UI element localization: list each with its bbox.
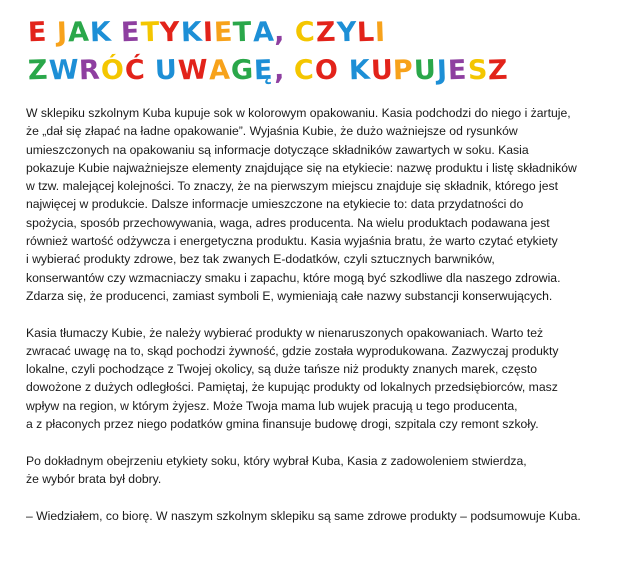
- title-letter: T: [140, 16, 161, 49]
- title-letter: A: [208, 54, 232, 87]
- paragraph-line: najwięcej w produkcie. Dalsze informacje umieszczone na etykiecie to: data przydatności do: [26, 197, 524, 212]
- title-letter: W: [48, 54, 80, 87]
- title-letter: Y: [159, 16, 182, 49]
- title-letter: Z: [315, 16, 338, 49]
- title-letter: Z: [27, 54, 50, 87]
- title-letter: I: [202, 16, 215, 49]
- title-letter: G: [230, 54, 255, 87]
- title-letter: L: [356, 16, 376, 49]
- paragraph-line: Kasia tłumaczy Kubie, że należy wybierać produkty w nienaruszonych opakowaniach. Warto też: [26, 325, 544, 340]
- paragraph-line: a z płaconych przez niego podatków gmina finansuje budowę drogi, szpitala czy remont szkoły.: [26, 417, 539, 432]
- title-letter: E: [27, 16, 48, 49]
- title-letter: E: [447, 54, 469, 87]
- page-title: [28, 14, 509, 90]
- title-letter: O: [314, 54, 340, 87]
- paragraph-line: pokazuje Kubie najważniejsze elementy znajdujące się na etykiecie: nazwę produktu i listę składników: [26, 160, 577, 175]
- title-letter: U: [413, 54, 438, 87]
- title-letter: K: [348, 54, 372, 87]
- paragraph-line: W sklepiku szkolnym Kuba kupuje sok w kolorowym opakowaniu. Kasia podchodzi do niego i żartuje,: [26, 106, 571, 120]
- title-letter: A: [67, 16, 91, 49]
- title-letter: K: [89, 16, 113, 49]
- paragraph: [26, 104, 616, 305]
- title-letter: Y: [335, 16, 358, 49]
- title-letter: Ę: [253, 54, 275, 87]
- title-letter: Z: [487, 54, 510, 87]
- article-body: [26, 104, 616, 525]
- title-letter: ,: [273, 16, 287, 49]
- paragraph-line: spożycia, sposób przechowywania, waga, adres producenta. Na wielu produktach podawana jest: [26, 215, 550, 230]
- paragraph-line: Po dokładnym obejrzeniu etykiety soku, który wybrał Kuba, Kasia z zadowoleniem stwierdza,: [26, 453, 527, 468]
- paragraph-line: i wybierać produkty zdrowe, bez tak zwanych E-dodatków, czyli sztucznych barwników,: [26, 252, 495, 267]
- title-letter: Ó: [100, 54, 126, 87]
- paragraph-line: w tzw. malejącej kolejności. To znaczy, że na pierwszym miejscu znajduje się składnik, którego jest: [26, 179, 558, 194]
- title-letter: A: [251, 16, 275, 49]
- paragraph-line: lokalne, czyli pochodzące z Twojej okolicy, są duże tańsze niż produkty znanych marek, często: [26, 362, 537, 377]
- title-letter: R: [78, 54, 102, 87]
- paragraph-line: że wybór brata był dobry.: [26, 471, 162, 486]
- paragraph-line: również wartość odżywcza i energetyczna produktu. Kasia wyjaśnia bratu, że warto czytać etykiety: [26, 234, 558, 249]
- paragraph: [26, 452, 616, 489]
- title-letter: U: [154, 54, 179, 87]
- paragraph-line: Zdarza się, że producenci, zamiast symboli E, wymieniają całe nazwy substancji konserwujących.: [26, 288, 553, 303]
- paragraph-line: umieszczonych na opakowaniu są informacje dotyczące składników zawartych w soku. Kasia: [26, 142, 529, 157]
- title-line-2: [28, 52, 509, 90]
- title-letter: C: [293, 54, 316, 87]
- paragraph-line: że „dał się złapać na ładne opakowanie”. Wyjaśnia Kubie, że dużo ważniejsze od rysunków: [26, 124, 518, 139]
- title-letter: W: [177, 54, 210, 87]
- title-line-1: [28, 14, 509, 52]
- paragraph: [26, 324, 616, 434]
- title-letter: S: [467, 54, 489, 87]
- paragraph: [26, 507, 616, 525]
- title-letter: Ć: [124, 54, 147, 87]
- paragraph-line: konserwantów czy wzmacniaczy smaku i zapachu, które mogą być szkodliwe dla naszego zdrowia.: [26, 270, 561, 285]
- paragraph-line: zwracać uwagę na to, skąd pochodzi żywność, gdzie została wyprodukowana. Zazwyczaj produkty: [26, 343, 559, 358]
- paragraph-line: – Wiedziałem, co biorę. W naszym szkolnym sklepiku są same zdrowe produkty – podsumowuje Kuba.: [26, 508, 581, 523]
- title-letter: I: [374, 16, 387, 49]
- paragraph-line: wpływ na region, w którym żyjesz. Może Twoja mama lub wujek pracują u tego producenta,: [26, 398, 518, 413]
- paragraph-line: dowożone z dużych odległości. Pamiętaj, że kupując produkty od lokalnych przedsiębiorców, masz: [26, 380, 558, 395]
- title-letter: J: [436, 54, 449, 87]
- title-letter: U: [369, 54, 394, 87]
- title-letter: P: [392, 54, 415, 87]
- title-letter: E: [213, 16, 234, 49]
- title-letter: ,: [273, 54, 286, 87]
- title-letter: T: [232, 16, 254, 49]
- title-letter: J: [56, 16, 69, 49]
- title-letter: E: [120, 16, 142, 49]
- title-letter: K: [180, 16, 204, 49]
- title-letter: C: [294, 16, 317, 49]
